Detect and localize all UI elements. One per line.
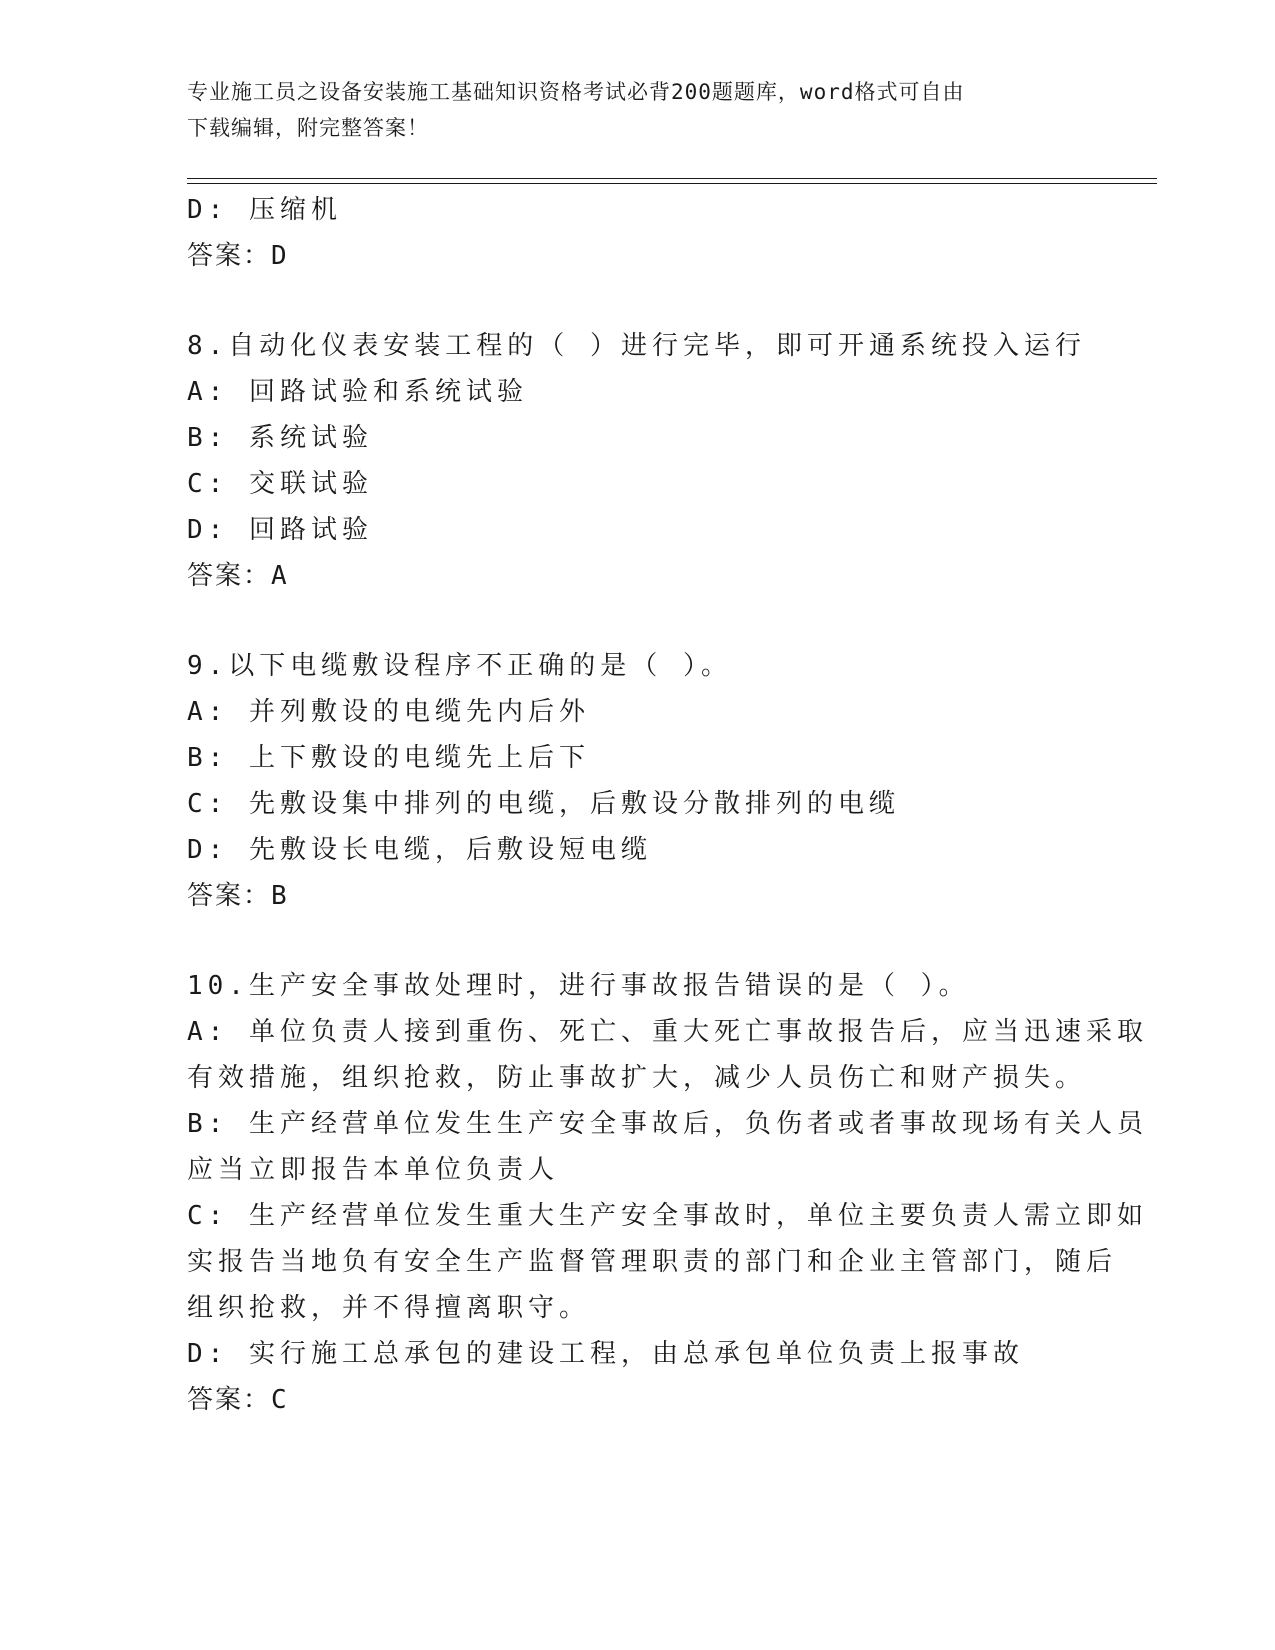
question-stem: 10.生产安全事故处理时，进行事故报告错误的是（ ）。 [187,971,970,1001]
spacer [187,279,1087,323]
option-a-line-2: 有效措施，组织抢救，防止事故扩大，减少人员伤亡和财产损失。 [187,1063,1087,1093]
header-line-1: 专业施工员之设备安装施工基础知识资格考试必背200题题库，word格式可自由 [187,80,965,104]
option-b: B: 上下敷设的电缆先上后下 [187,743,590,773]
question-9 [187,643,1087,919]
spacer [187,919,1087,963]
option-d: D: 压缩机 [187,195,342,225]
option-c-line-3: 组织抢救，并不得擅离职守。 [187,1293,591,1323]
option-d: D: 实行施工总承包的建设工程，由总承包单位负责上报事故 [187,1339,1024,1369]
option-a-line-1: A: 单位负责人接到重伤、死亡、重大死亡事故报告后，应当迅速采取 [187,1017,1148,1047]
answer-line: 答案：C [187,1385,289,1415]
option-b-line-1: B: 生产经营单位发生生产安全事故后，负伤者或者事故现场有关人员 [187,1109,1148,1139]
previous-question-tail [187,187,1087,279]
option-b: B: 系统试验 [187,423,373,453]
answer-line: 答案：A [187,561,289,591]
question-stem: 8.自动化仪表安装工程的（ ）进行完毕，即可开通系统投入运行 [187,331,1086,361]
question-8 [187,323,1087,599]
question-10 [187,963,1148,1423]
option-c-line-1: C: 生产经营单位发生重大生产安全事故时，单位主要负责人需立即如 [187,1201,1148,1231]
answer-line: 答案：B [187,881,289,911]
document-header [187,74,1067,146]
header-divider-bottom [187,183,1157,184]
question-stem: 9.以下电缆敷设程序不正确的是（ ）。 [187,651,732,681]
answer-line: 答案：D [187,241,289,271]
option-c-line-2: 实报告当地负有安全生产监督管理职责的部门和企业主管部门，随后 [187,1247,1118,1277]
document-body [187,187,1148,1423]
option-c: C: 交联试验 [187,469,373,499]
option-b-line-2: 应当立即报告本单位负责人 [187,1155,560,1185]
header-line-2: 下载编辑，附完整答案！ [187,116,429,140]
spacer [187,599,1087,643]
option-a: A: 回路试验和系统试验 [187,377,528,407]
option-a: A: 并列敷设的电缆先内后外 [187,697,590,727]
header-divider-top [187,178,1157,179]
option-c: C: 先敷设集中排列的电缆，后敷设分散排列的电缆 [187,789,900,819]
option-d: D: 先敷设长电缆，后敷设短电缆 [187,835,652,865]
option-d: D: 回路试验 [187,515,373,545]
